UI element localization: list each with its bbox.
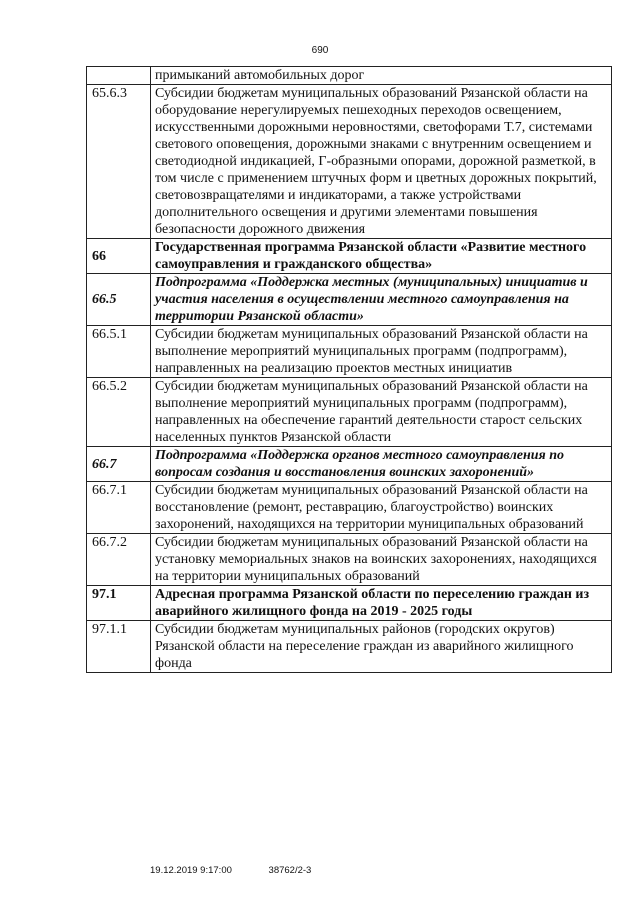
table-row-subprogram: [87, 274, 612, 326]
table-row: [87, 621, 612, 673]
footer-doc-id: 38762/2-3: [268, 865, 312, 876]
row-text: Субсидии бюджетам муниципальных образований Рязанской области на оборудование нерегулируемых пешеходных переходов освещением, искусственными дорожными неровностями, светофорами Т.7, системами светового оповещения, дорожными знаками с внутренним освещением и светодиодной индикацией, Г-образными опорами, дорожной разметкой, в том числе с применением штучных форм и цветных дорожных покрытий, световозвращателями и индикаторами, а также устройствами дополнительного освещения и другими элементами повышения безопасности дорожного движения: [151, 85, 612, 239]
table-row: [87, 378, 612, 447]
row-code: 97.1.1: [87, 621, 151, 673]
row-code: 66.7: [87, 447, 151, 482]
footer: [150, 865, 311, 876]
row-code: 66.5.1: [87, 326, 151, 378]
row-text: Субсидии бюджетам муниципальных образований Рязанской области на восстановление (ремонт, реставрацию, благоустройство) воинских захоронений, находящихся на территории муниципальных образований: [151, 482, 612, 534]
row-text: примыканий автомобильных дорог: [151, 67, 612, 85]
table-row-program: [87, 239, 612, 274]
row-code: [87, 67, 151, 85]
row-text: Подпрограмма «Поддержка местных (муниципальных) инициатив и участия населения в осуществлении местного самоуправления на территории Рязанской области»: [151, 274, 612, 326]
table-row: [87, 67, 612, 85]
table-row-program: [87, 586, 612, 621]
row-text: Субсидии бюджетам муниципальных образований Рязанской области на выполнение мероприятий муниципальных программ (подпрограмм), направленных на обеспечение гарантий деятельности старост сельских населенных пунктов Рязанской области: [151, 378, 612, 447]
table-row-subprogram: [87, 447, 612, 482]
row-text: Подпрограмма «Поддержка органов местного самоуправления по вопросам создания и восстановления воинских захоронений»: [151, 447, 612, 482]
table-row: [87, 482, 612, 534]
table-row: [87, 534, 612, 586]
row-code: 66.5: [87, 274, 151, 326]
row-code: 66.7.2: [87, 534, 151, 586]
row-code: 65.6.3: [87, 85, 151, 239]
footer-timestamp: 19.12.2019 9:17:00: [150, 865, 232, 876]
row-code: 66: [87, 239, 151, 274]
row-code: 97.1: [87, 586, 151, 621]
row-text: Субсидии бюджетам муниципальных образований Рязанской области на установку мемориальных знаков на воинских захоронениях, находящихся на территории муниципальных образований: [151, 534, 612, 586]
row-text: Субсидии бюджетам муниципальных образований Рязанской области на выполнение мероприятий муниципальных программ (подпрограмм), направленных на реализацию проектов местных инициатив: [151, 326, 612, 378]
table-row: [87, 326, 612, 378]
row-text: Государственная программа Рязанской области «Развитие местного самоуправления и гражданского общества»: [151, 239, 612, 274]
row-code: 66.5.2: [87, 378, 151, 447]
row-text: Адресная программа Рязанской области по переселению граждан из аварийного жилищного фонда на 2019 - 2025 годы: [151, 586, 612, 621]
table-row: [87, 85, 612, 239]
budget-table: [86, 66, 612, 673]
row-text: Субсидии бюджетам муниципальных районов (городских округов) Рязанской области на переселение граждан из аварийного жилищного фонда: [151, 621, 612, 673]
page-number: 690: [311, 45, 329, 56]
row-code: 66.7.1: [87, 482, 151, 534]
